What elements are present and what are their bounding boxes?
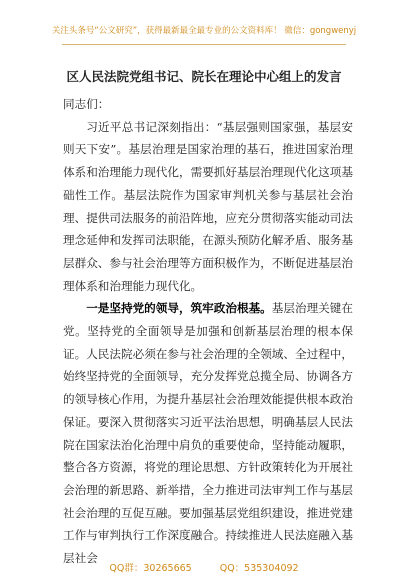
header-banner: 关注头条号“公文研究”，获得最新最全最专业的公文资料库！ 微信：gongwenyj — [51, 26, 357, 36]
document-body — [63, 93, 353, 570]
footer-qq: QQ：535304092 — [219, 563, 299, 574]
paragraph-intro: 习近平总书记深刻指出：“基层强则国家强，基层安则天下安”。基层治理是国家治理的基石，推进国家治理体系和治理能力现代化，需要抓好基层治理现代化这项基础性工作。基层法院作为国家审判机关参与基层社会治理、提供司法服务的前沿阵地，应充分贯彻落实能动司法理念延伸和发挥司法职能，在源头预防化解矛盾、服务基层群众、参与社会治理等方面积极作为，不断促进基层治理体系和治理能力现代化。 — [63, 119, 353, 293]
section-heading-1: 一是坚持党的领导，筑牢政治根基。 — [86, 301, 272, 316]
salutation: 同志们： — [63, 97, 110, 111]
footer-qq-group: QQ群：30265665 — [109, 563, 192, 574]
footer-contact — [0, 560, 408, 574]
paragraph-section-1 — [63, 297, 353, 569]
paragraph-section-1-text: 基层治理关键在党。坚持党的全面领导是加强和创新基层治理的根本保证。人民法院必须在参与社会治理的全领域、全过程中，始终坚持党的全面领导，充分发挥党总揽全局、协调各方的领导核心作用，为提升基层社会治理效能提供根本政治保证。要深入贯彻落实习近平法治思想，明确基层人民法院在国家法治化治理中肩负的重要使命，坚持能动履职，整合各方资源，将党的理论思想、方针政策转化为开展社会治理的新思路、新举措，全力推进司法审判工作与基层社会治理的互促互融。要加强基层党组织建设，推进党建工作与审判执行工作深度融合。持续推进人民法庭融入基层社会 — [63, 301, 353, 566]
header-divider — [62, 44, 346, 45]
document-title: 区人民法院党组书记、院长在理论中心组上的发言 — [66, 69, 342, 84]
